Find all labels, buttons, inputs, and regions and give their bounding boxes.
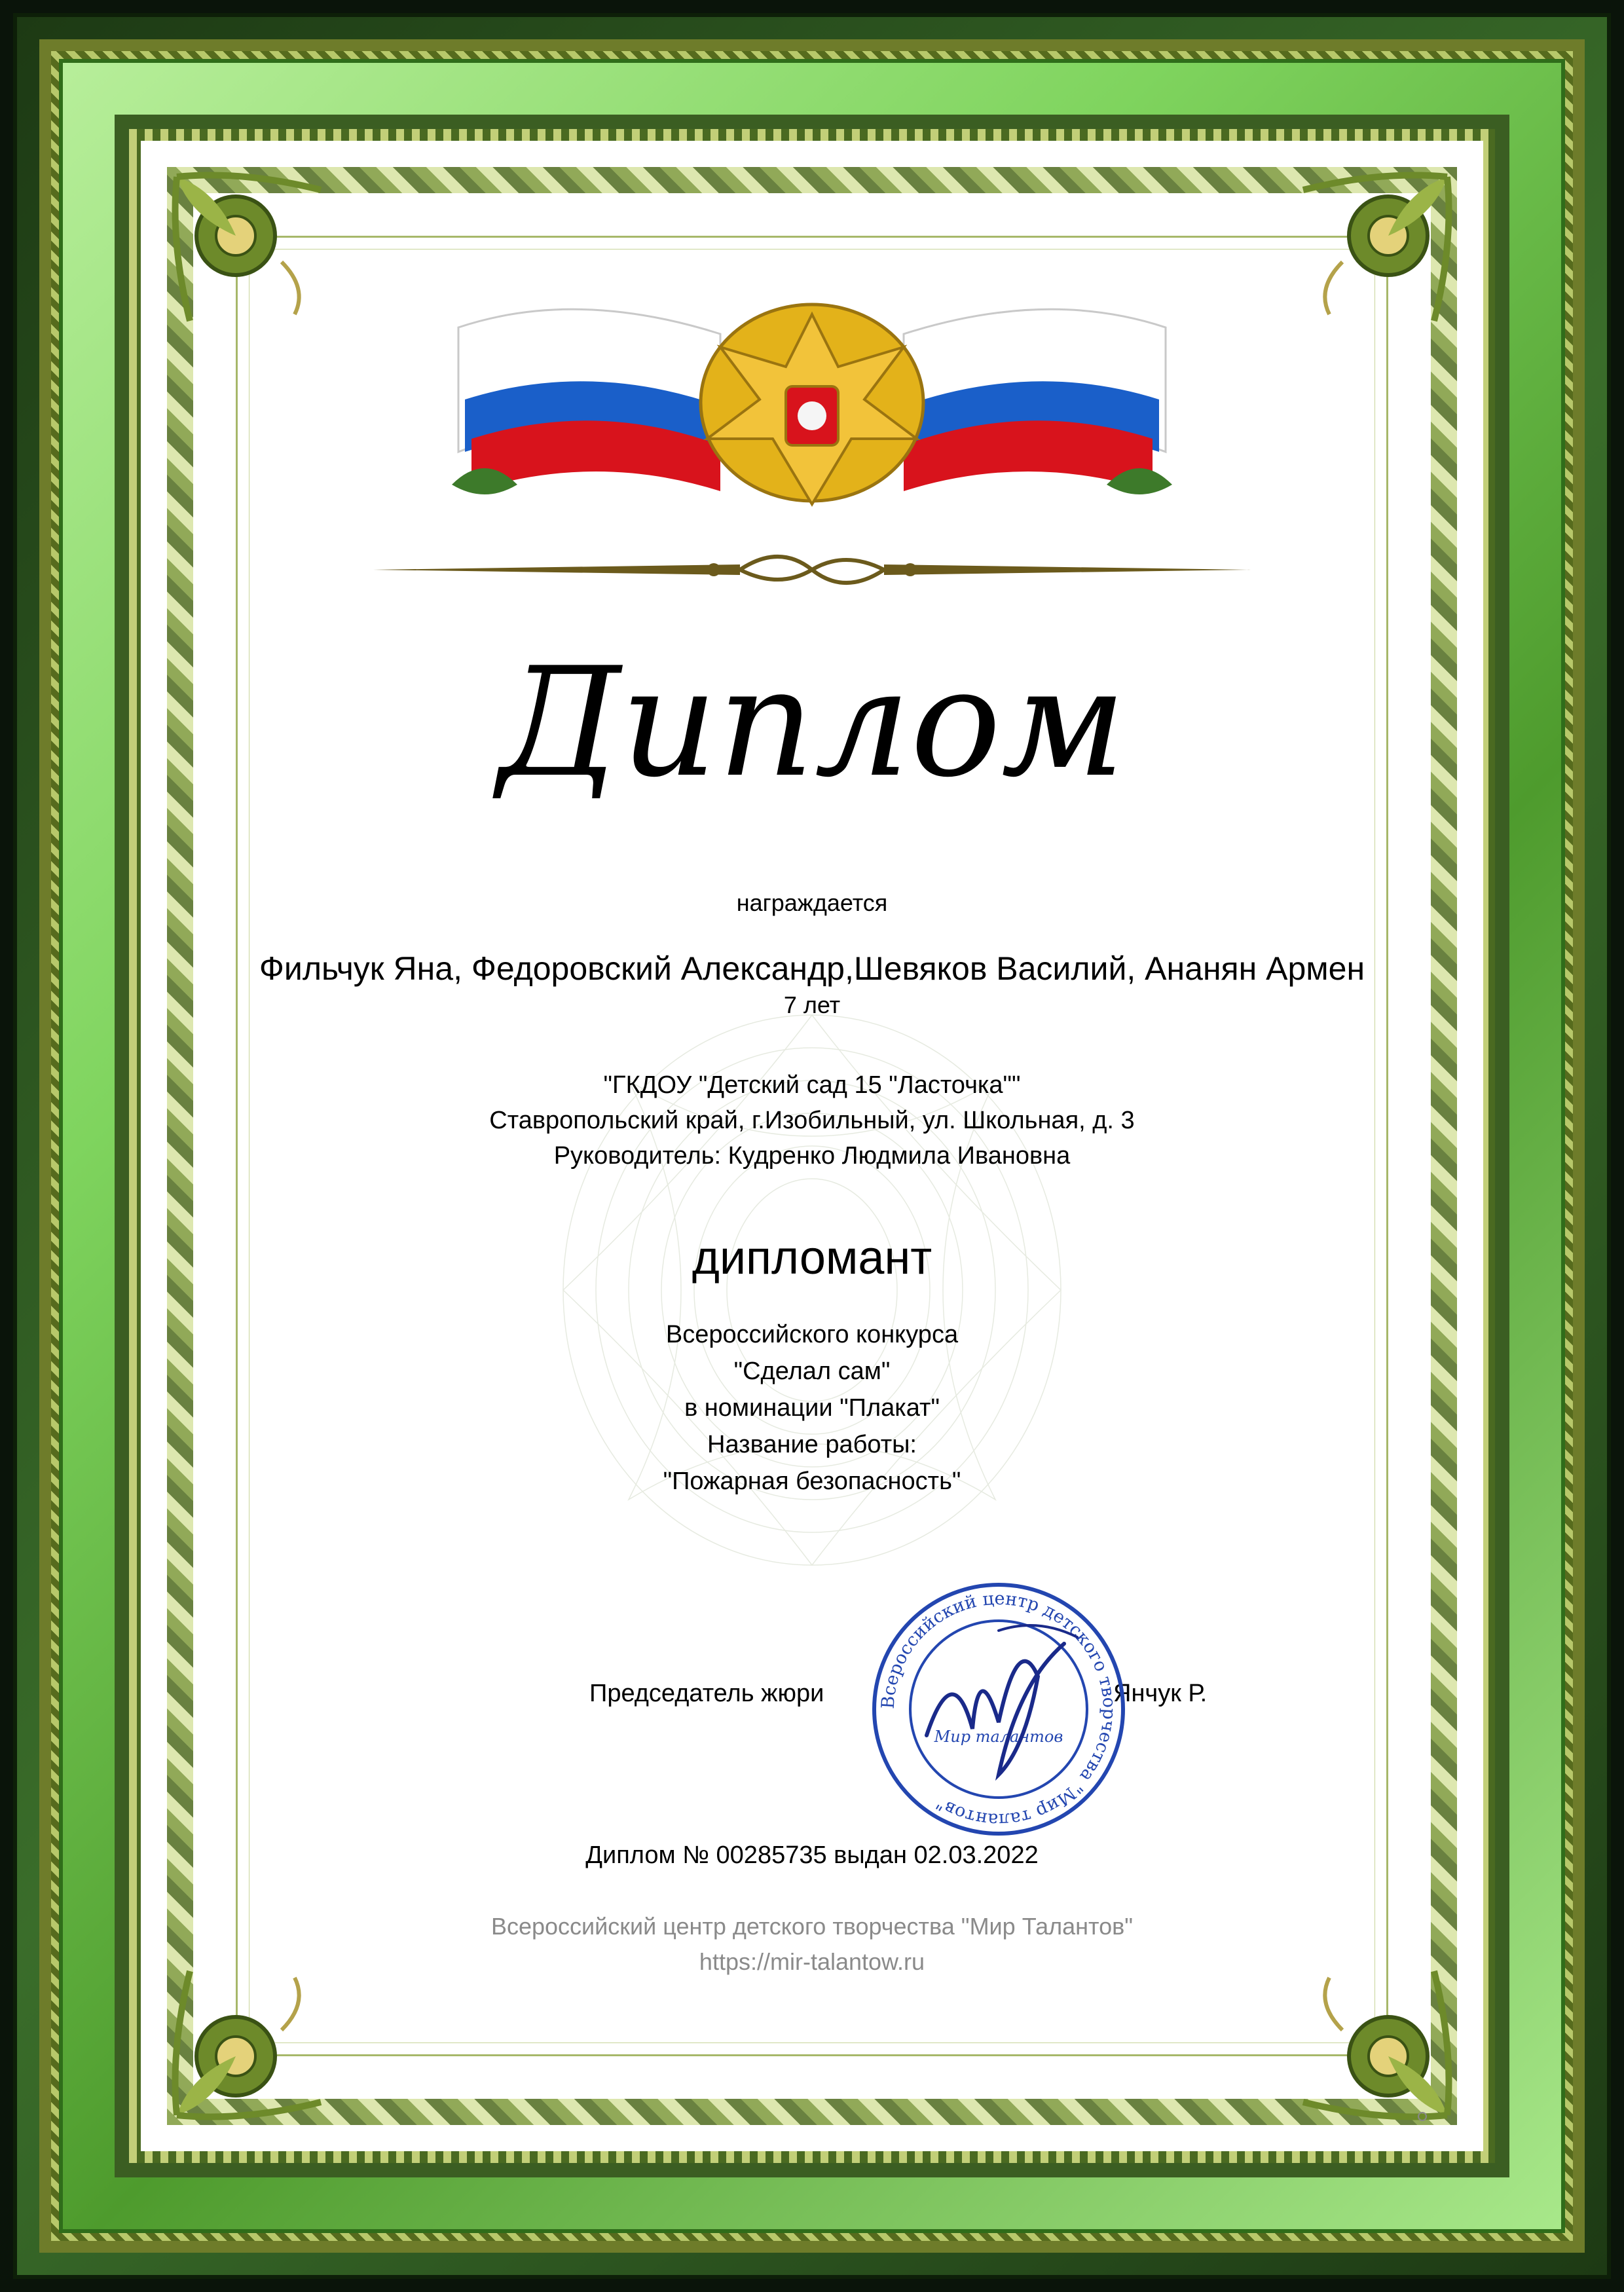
corner-ornament-icon — [164, 1958, 334, 2128]
corner-ornament-icon — [1290, 1958, 1460, 2128]
recipient-names: Фильчук Яна, Федоровский Александр,Шевяков Василий, Ананян Армен — [259, 950, 1365, 987]
ornamental-divider-icon — [373, 544, 1251, 596]
awarded-label: награждается — [736, 889, 888, 916]
jury-chair-name: Янчук Р. — [1113, 1680, 1208, 1707]
official-stamp-icon — [868, 1578, 1130, 1840]
jury-chair-label: Председатель жюри — [589, 1680, 824, 1707]
organization-address: Ставропольский край, г.Изобильный, ул. Школьная, д. 3 — [489, 1107, 1135, 1134]
russian-flag-emblem-icon — [445, 288, 1179, 524]
work-title: "Пожарная безопасность" — [663, 1468, 961, 1495]
stamp-center-text: Мир талантов — [934, 1728, 1063, 1746]
contest-nomination: в номинации "Плакат" — [684, 1394, 940, 1422]
organization-block — [0, 1067, 1624, 1174]
diploma-number-line: Диплом № 00285735 выдан 02.03.2022 — [585, 1841, 1039, 1869]
corner-ornament-icon — [1290, 164, 1460, 334]
contest-name: "Сделал сам" — [733, 1358, 891, 1385]
contest-type: Всероссийского конкурса — [665, 1321, 959, 1348]
contest-block — [0, 1316, 1624, 1500]
footer-organization: Всероссийский центр детского творчества "Мир Талантов" — [490, 1913, 1134, 1940]
work-title-label: Название работы: — [707, 1431, 917, 1458]
corner-dot-icon — [1418, 2112, 1427, 2121]
corner-ornament-icon — [164, 164, 334, 334]
award-status: дипломант — [692, 1232, 932, 1284]
signature-mark — [927, 1644, 1064, 1775]
organization-supervisor: Руководитель: Кудренко Людмила Ивановна — [553, 1142, 1071, 1170]
stamp-ring-text: Всероссийский центр детского творчества "Мир талантов" — [877, 1588, 1120, 1830]
recipient-age: 7 лет — [783, 991, 841, 1018]
svg-text:Всероссийский центр детского т — [878, 1589, 1119, 1830]
footer-url: https://mir-talantow.ru — [699, 1948, 925, 1975]
footer-block — [0, 1909, 1624, 1980]
diploma-title: Диплом — [498, 636, 1126, 811]
organization-name: "ГКДОУ "Детский сад 15 "Ласточка"" — [603, 1071, 1021, 1099]
